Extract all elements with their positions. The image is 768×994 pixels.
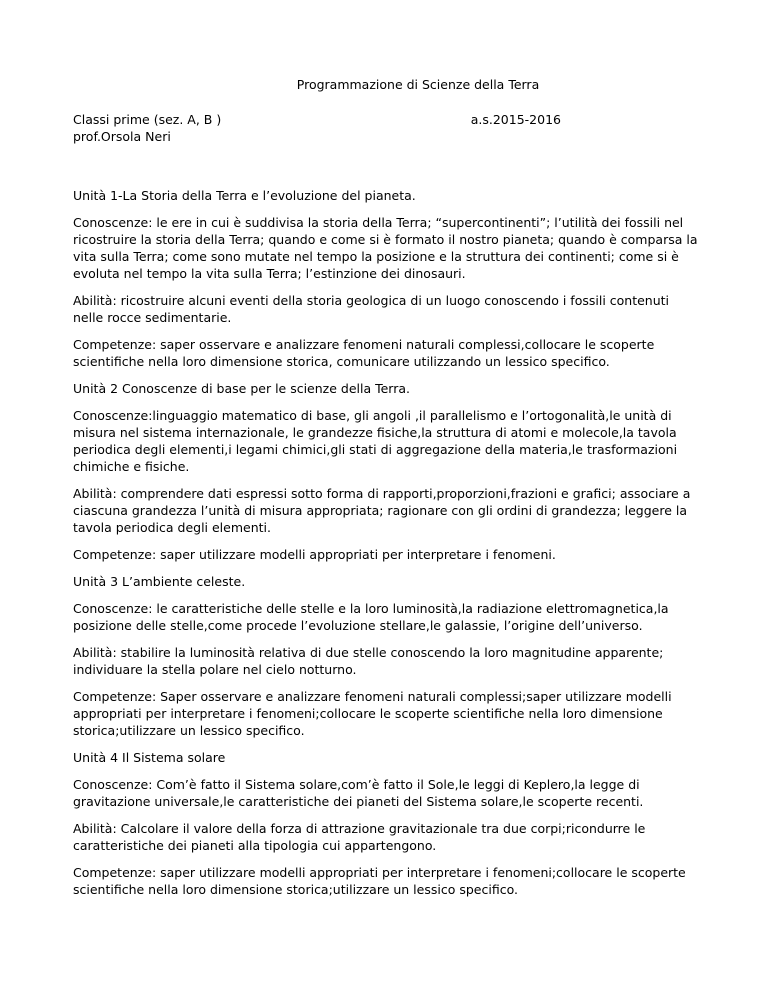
header-row	[73, 111, 561, 128]
unit-4-competenze: Competenze: saper utilizzare modelli appropriati per interpretare i fenomeni;collocare le scoperte scientifiche nella loro dimensione storica;utilizzare un lessico specifico.	[73, 865, 686, 897]
unit-3-abilita: Abilità: stabilire la luminosità relativa di due stelle conoscendo la loro magnitudine apparente; individuare la stella polare nel cielo notturno.	[73, 645, 664, 677]
teacher-name: prof.Orsola Neri	[73, 129, 171, 144]
unit-4-abilita: Abilità: Calcolare il valore della forza di attrazione gravitazionale tra due corpi;ricondurre le caratteristiche dei pianeti alla tipologia cui appartengono.	[73, 821, 646, 853]
unit-1-abilita: Abilità: ricostruire alcuni eventi della storia geologica di un luogo conoscendo i fossili contenuti nelle rocce sedimentarie.	[73, 293, 670, 325]
document-page	[73, 76, 703, 908]
unit-2-competenze: Competenze: saper utilizzare modelli appropriati per interpretare i fenomeni.	[73, 547, 556, 562]
unit-1-conoscenze: Conoscenze: le ere in cui è suddivisa la storia della Terra; “supercontinenti”; l’utilità dei fossili nel ricostruire la storia della Terra; quando e come si è formato il nostro pianeta; quando è comparsa la vita sulla Terra; come sono mutate nel tempo la posizione e la struttura dei continenti; come si è evoluta nel tempo la vita sulla Terra; l’estinzione dei dinosauri.	[73, 215, 698, 281]
school-year: a.s.2015-2016	[470, 112, 561, 127]
unit-2-heading: Unità 2 Conoscenze di base per le scienze della Terra.	[73, 381, 410, 396]
unit-3-competenze: Competenze: Saper osservare e analizzare fenomeni naturali complessi;saper utilizzare modelli appropriati per interpretare i fenomeni;collocare le scoperte scientifiche nella loro dimensione storica;utilizzare un lessico specifico.	[73, 689, 672, 738]
unit-4-heading: Unità 4 Il Sistema solare	[73, 750, 226, 765]
unit-4-conoscenze: Conoscenze: Com’è fatto il Sistema solare,com’è fatto il Sole,le leggi di Keplero,la legge di gravitazione universale,le caratteristiche dei pianeti del Sistema solare,le scoperte recenti.	[73, 777, 644, 809]
unit-2-conoscenze: Conoscenze:linguaggio matematico di base, gli angoli ,il parallelismo e l’ortogonalità,le unità di misura nel sistema internazionale, le grandezze fisiche,la struttura di atomi e molecole,la tavola periodica degli elementi,i legami chimici,gli stati di aggregazione della materia,le trasformazioni chimiche e fisiche.	[73, 408, 678, 474]
unit-1-heading: Unità 1-La Storia della Terra e l’evoluzione del pianeta.	[73, 188, 416, 203]
unit-1-competenze: Competenze: saper osservare e analizzare fenomeni naturali complessi,collocare le scoperte scientifiche nella loro dimensione storica, comunicare utilizzando un lessico specifico.	[73, 337, 655, 369]
header-spacer	[73, 145, 703, 187]
unit-3-conoscenze: Conoscenze: le caratteristiche delle stelle e la loro luminosità,la radiazione elettromagnetica,la posizione delle stelle,come procede l’evoluzione stellare,le galassie, l’origine dell’universo.	[73, 601, 669, 633]
classes-label: Classi prime (sez. A, B )	[73, 112, 222, 127]
document-title: Programmazione di Scienze della Terra	[296, 77, 540, 92]
unit-2-abilita: Abilità: comprendere dati espressi sotto forma di rapporti,proporzioni,frazioni e grafici; associare a ciascuna grandezza l’unità di misura appropriata; ragionare con gli ordini di grandezza; leggere la tavola periodica degli elementi.	[73, 486, 691, 535]
unit-3-heading: Unità 3 L’ambiente celeste.	[73, 574, 246, 589]
